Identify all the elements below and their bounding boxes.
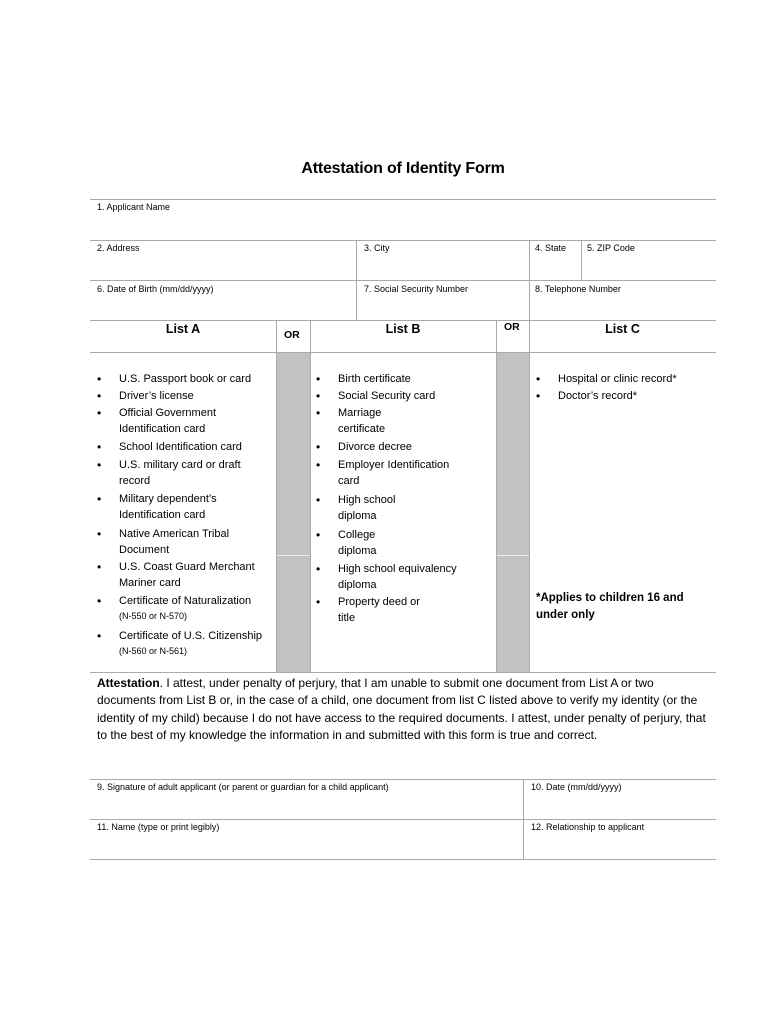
or-label: OR <box>284 329 300 341</box>
form-title: Attestation of Identity Form <box>301 160 505 177</box>
bullet-icon: • <box>536 372 541 386</box>
list-item: • Marriage certificate <box>316 406 386 435</box>
list-item: • Property deed or title <box>316 595 420 624</box>
list-item: • Certificate of U.S. Citizenship (N-560 or N-561) <box>97 629 263 656</box>
city-label: 3. City <box>364 243 390 253</box>
divider <box>90 352 716 353</box>
attestation-text: . I attest, under penalty of perjury, that I am unable to submit one document from List A or two documents from List B or, in the case of a child, one document from list C listed above to verify my identity (or the identity of my child) because I do not have access to the required documents. I attest, under penalty of perjury, that to the best of my knowledge the information in and submitted with this form is true and correct. <box>97 676 706 743</box>
or-column-shading <box>277 353 310 672</box>
relationship-label: 12. Relationship to applicant <box>531 822 645 832</box>
divider <box>356 240 357 320</box>
bullet-icon: • <box>316 458 321 472</box>
bullet-icon: • <box>97 594 102 608</box>
bullet-icon: • <box>316 389 321 403</box>
phone-label: 8. Telephone Number <box>535 284 621 294</box>
list-item: • Employer Identification card <box>316 458 450 487</box>
bullet-icon: • <box>536 389 541 403</box>
list-item: • Official Government Identification card <box>97 406 217 435</box>
list-c-heading: List C <box>605 322 640 336</box>
divider <box>497 555 529 556</box>
list-item: • Native American Tribal Document <box>97 527 230 556</box>
divider <box>90 320 716 321</box>
divider <box>90 859 716 860</box>
address-label: 2. Address <box>97 243 140 253</box>
list-item: • Doctor’s record* <box>536 389 638 403</box>
or-column-shading <box>497 353 529 672</box>
divider <box>90 819 716 820</box>
list-item: • Divorce decree <box>316 440 412 454</box>
divider <box>90 199 716 200</box>
applicant-name-label: 1. Applicant Name <box>97 202 171 212</box>
dob-label: 6. Date of Birth (mm/dd/yyyy) <box>97 284 214 294</box>
list-item: • U.S. military card or draft record <box>97 458 241 487</box>
ssn-label: 7. Social Security Number <box>364 284 469 294</box>
list-item: • U.S. Coast Guard Merchant Mariner card <box>97 560 255 589</box>
zip-label: 5. ZIP Code <box>587 243 635 253</box>
list-c-footnote: *Applies to children 16 and under only <box>536 592 684 621</box>
list-item: • Social Security card <box>316 389 436 403</box>
list-item: • Certificate of Naturalization (N-550 or N-570) <box>97 594 252 621</box>
bullet-icon: • <box>316 372 321 386</box>
date-label: 10. Date (mm/dd/yyyy) <box>531 782 622 792</box>
bullet-icon: • <box>97 458 102 472</box>
signature-label: 9. Signature of adult applicant (or parent or guardian for a child applicant) <box>97 782 389 792</box>
or-label: OR <box>504 321 520 333</box>
divider <box>581 240 582 280</box>
list-a-heading: List A <box>165 322 201 336</box>
divider <box>523 779 524 859</box>
bullet-icon: • <box>316 440 321 454</box>
bullet-icon: • <box>316 562 321 576</box>
bullet-icon: • <box>97 440 102 454</box>
bullet-icon: • <box>316 406 321 420</box>
name-label: 11. Name (type or print legibly) <box>97 822 220 832</box>
attestation-paragraph <box>97 675 710 745</box>
list-a-items <box>97 371 272 658</box>
divider <box>529 320 530 672</box>
list-item: • Driver’s license <box>97 389 194 403</box>
list-item: • Hospital or clinic record* <box>536 372 677 386</box>
list-item: • Birth certificate <box>316 372 411 386</box>
attestation-heading: Attestation <box>97 676 160 690</box>
bullet-icon: • <box>316 528 321 542</box>
bullet-icon: • <box>97 389 102 403</box>
bullet-icon: • <box>97 406 102 420</box>
divider <box>90 672 716 673</box>
divider <box>90 779 716 780</box>
list-item: • U.S. Passport book or card <box>97 372 252 386</box>
bullet-icon: • <box>316 595 321 609</box>
divider <box>529 240 530 320</box>
divider <box>90 280 716 281</box>
divider <box>90 240 716 241</box>
list-b-items <box>316 371 494 626</box>
bullet-icon: • <box>97 372 102 386</box>
divider <box>277 555 310 556</box>
list-c-items <box>536 371 711 404</box>
bullet-icon: • <box>97 527 102 541</box>
list-item: • High school diploma <box>316 493 396 522</box>
state-label: 4. State <box>535 243 567 253</box>
bullet-icon: • <box>316 493 321 507</box>
list-item: • Military dependent’s Identification card <box>97 492 217 521</box>
divider <box>310 320 311 672</box>
list-item: • School Identification card <box>97 440 242 454</box>
list-b-heading: List B <box>385 322 421 336</box>
list-item: • High school equivalency diploma <box>316 562 457 591</box>
bullet-icon: • <box>97 492 102 506</box>
bullet-icon: • <box>97 629 102 643</box>
list-item: • College diploma <box>316 528 377 557</box>
bullet-icon: • <box>97 560 102 574</box>
